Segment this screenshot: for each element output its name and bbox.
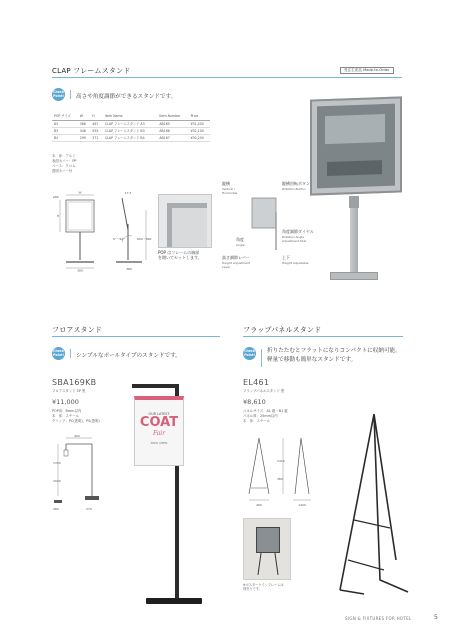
floor-item-name: フロアスタンド SP 黒 [52, 389, 86, 393]
rotation-button-label [282, 182, 310, 191]
flap-item-name: フラップパネルスタンド 黒 [243, 389, 285, 393]
material-line: ベース：クロム [52, 164, 76, 168]
sign-sub-text: Fair [152, 430, 166, 437]
table-cell: ¥31,400 [189, 120, 210, 127]
photo-note-line: 別売りです。 [243, 587, 262, 592]
height-adjust-label [282, 256, 309, 265]
floor-price: ¥11,000 [52, 398, 79, 406]
label-en: Rotation Button [282, 186, 306, 191]
flap-lead [267, 347, 401, 365]
photo-note-line: ※ボスターケインフレームは [243, 583, 284, 587]
rotation-hinge [349, 196, 359, 208]
material-line: 表面カバー：PP [52, 159, 77, 163]
floor-model: SBA169KB [52, 378, 97, 387]
coat-fair-sign [134, 396, 184, 466]
clap-front-drawing [52, 190, 112, 272]
floor-section-title: フロアスタンド [52, 326, 103, 334]
dim-label: 1350 [53, 461, 61, 465]
flap-lead-line: 軽量で移動も簡単なスタンドです。 [267, 357, 357, 363]
check-point-icon: Check Point! [243, 347, 256, 360]
sign-main-text: COAT [139, 415, 179, 430]
floor-specs [52, 409, 100, 424]
dim-label: 2000 [53, 479, 61, 483]
table-row [52, 127, 210, 134]
table-cell: CLAP フレームスタンド B3 [103, 127, 158, 134]
dim-label: ø80 [53, 195, 59, 199]
label-en: Height adjustable [282, 260, 309, 265]
sign-top-text: OUR LATEST [148, 412, 170, 416]
section-rule [52, 336, 220, 337]
col-header: POP サイズ [52, 114, 78, 120]
table-cell: B3 [52, 127, 78, 134]
made-to-order-badge: 受注生産品 Made-to-Order [340, 67, 394, 74]
dim-label: 400 [74, 434, 80, 438]
dim-label: 380 [53, 507, 59, 511]
check-divider [70, 90, 71, 99]
table-cell: CLAP フレームスタンド A3 [103, 120, 158, 127]
dim-label: 1410 [277, 459, 285, 463]
table-cell: 366 [78, 120, 91, 127]
flap-section-title: フラップパネルスタンド [243, 326, 322, 334]
stand-base [330, 272, 378, 280]
dim-label: 270 [86, 507, 92, 511]
dim-label: H [57, 214, 60, 218]
clap-section-title: CLAP フレームスタンド [52, 67, 131, 75]
clap-side-drawing [112, 190, 156, 272]
flap-price: ¥8,610 [243, 398, 266, 406]
pop-note-line: POP はフレームの端部 [158, 250, 200, 255]
label-jp: 角度 [236, 237, 244, 242]
table-cell: AB167 [157, 134, 188, 141]
label-en: Lever [222, 265, 231, 269]
flap-stand-photo [334, 410, 414, 596]
label-en: Vertical / [222, 186, 236, 191]
footer-text: SIGN & FIXTURES FOR HOTEL [345, 616, 412, 621]
flap-photo [243, 518, 291, 580]
check-divider [70, 349, 71, 358]
dim-label: 600～890 [137, 237, 152, 241]
table-cell: B4 [52, 134, 78, 141]
label-en: Horizontal [222, 191, 238, 195]
stand-base [146, 598, 202, 604]
col-header: Item Number [157, 114, 188, 120]
col-header: Price [189, 114, 210, 120]
dim-label: 380 [277, 477, 283, 481]
flap-lead-line: 折りたたむとフラットになりコンパクトに収納可能。 [267, 348, 401, 354]
section-rule [52, 77, 402, 78]
material-line: 本 体：アルミ [52, 154, 76, 158]
spec-line: パネルサイズ：A1 縦～B1 縦 [243, 409, 288, 413]
stand-pole [350, 208, 358, 274]
label-en: Rotation Angle [282, 234, 305, 239]
check-point-icon: Check Point! [52, 88, 65, 101]
height-lever-label [222, 256, 250, 270]
angle-label [236, 238, 245, 247]
pop-note [158, 251, 202, 260]
label-en: Height Adjustment [222, 260, 251, 265]
clap-spec-table [52, 114, 210, 142]
dim-label: 1420 [298, 503, 306, 507]
label-jp: 高さ調節レバー [222, 255, 250, 260]
dim-label: 0°～90° [113, 237, 125, 241]
dim-label: W [78, 190, 82, 195]
material-line: 透明カバー付 [52, 169, 73, 173]
dim-label: 460 [256, 503, 262, 507]
spec-line: クリップ：PC(透明)，PS(透明) [52, 419, 100, 423]
stand-top-bar [132, 384, 177, 388]
table-cell: 299 [78, 134, 91, 141]
label-en: Angle [236, 242, 245, 247]
table-cell: CLAP フレームスタンド B4 [103, 134, 158, 141]
floor-lead-text: シンプルなポールタイプのスタンドです。 [76, 353, 181, 359]
col-header: W [78, 114, 91, 120]
table-cell: A3 [52, 120, 78, 127]
table-cell: ¥32,100 [189, 127, 210, 134]
sign-foot-text: NOW OPEN [150, 441, 168, 445]
check-divider [261, 349, 262, 367]
dim-label: 380 [126, 267, 132, 271]
flap-photo-note [243, 583, 284, 592]
page-number: 5 [434, 614, 438, 621]
label-jp: 上下 [282, 255, 290, 260]
frame-corner-photo [158, 194, 212, 248]
dim-label: 17.3 [124, 191, 132, 195]
clap-lead-text: 高さや角度調節ができるスタンドです。 [76, 94, 177, 100]
check-point-icon: Check Point! [52, 347, 65, 360]
spec-line: パネル厚：25mm以内 [243, 414, 278, 418]
table-cell: AB166 [157, 127, 188, 134]
angle-dial-label [282, 230, 314, 244]
label-jp: 縦横 [222, 181, 230, 186]
table-row [52, 120, 210, 127]
spec-line: 本 体：スチール [243, 419, 270, 423]
flap-model: EL461 [243, 378, 270, 387]
spec-line: POP用：Bmm以内 [52, 409, 82, 413]
spec-line: 本 体：スチール [52, 414, 79, 418]
section-rule [243, 336, 403, 337]
vertical-horizontal-label [222, 182, 237, 196]
label-en: Adjustment Dial [282, 239, 306, 243]
table-row [52, 134, 210, 141]
flap-dimension-drawing [243, 432, 323, 510]
dim-label: 380 [77, 268, 83, 272]
table-cell: 448 [78, 127, 91, 134]
table-cell: 467 [90, 120, 103, 127]
col-header: Item Name [103, 114, 158, 120]
table-cell: 555 [90, 127, 103, 134]
label-jp: 縦横回転ボタン [282, 181, 310, 186]
label-jp: 角度調節ダイヤル [282, 229, 314, 234]
pop-note-line: を開いてセットします。 [158, 254, 202, 260]
col-header: H [90, 114, 103, 120]
table-cell: 371 [90, 134, 103, 141]
table-cell: AB165 [157, 120, 188, 127]
clap-materials [52, 154, 76, 174]
flap-specs [243, 409, 288, 424]
table-cell: ¥30,200 [189, 134, 210, 141]
floor-dimension-drawing [52, 434, 112, 514]
clap-frame-photo [310, 96, 402, 195]
